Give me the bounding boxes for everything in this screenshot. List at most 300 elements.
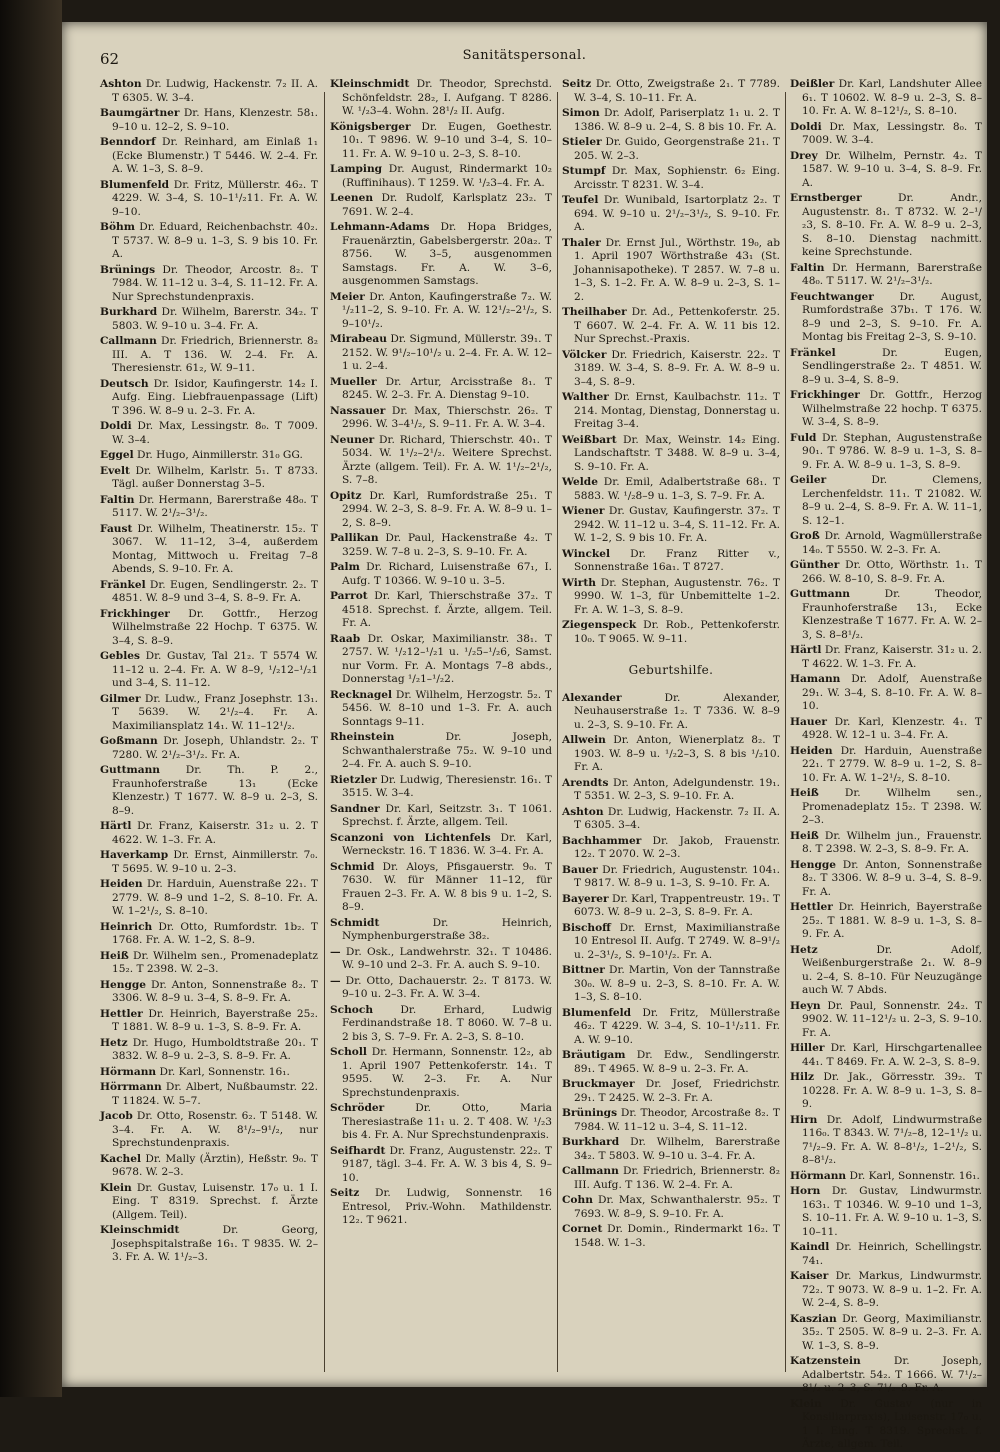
entry-details: Dr. Emil, Adalbertstraße 68₁. T 5883. W. ¹/₂8–9 u. 1–3, S. 7–9. Fr. A.: [574, 476, 780, 502]
entry-details: Dr. Ludwig, Hackenstr. 7₂ II. A. T 6305. W. 3–4.: [112, 78, 318, 104]
entry-details: Dr. Stephan, Augustenstr. 76₂. T 9990. W. 1–3, für Unbemittelte 1–2. Fr. A. W. 1–3, S. 8–9.: [574, 576, 780, 616]
directory-entry: [790, 1270, 982, 1311]
entry-surname: Heinrich: [100, 920, 153, 933]
entry-details: Dr. Karl, Sonnenstr. 16₁.: [156, 1065, 290, 1078]
directory-entry: [330, 803, 552, 830]
entry-surname: Heiß: [100, 949, 129, 962]
entry-details: Dr. Eugen, Sendlingerstr. 2₂. T 4851. W. 8–9 und 3–4, S. 8–9. Fr. A.: [112, 578, 318, 604]
entry-details: Dr. Karl, Thierschstraße 37₂. T 4518. Sprechst. f. Ärzte, allgem. Teil. Fr. A.: [342, 590, 552, 629]
entry-details: Dr. Wilhelm, Barerstr. 34₂. T 5803. W. 9–10 u. 3–4. Fr. A.: [112, 306, 318, 332]
entry-details: Dr. Hermann, Barerstraße 48₀. T 5117. W. 2¹/₂–3¹/₂.: [802, 261, 982, 287]
entry-surname: Teufel: [562, 194, 599, 206]
entry-surname: —: [330, 945, 341, 958]
entry-surname: Jacob: [100, 1110, 133, 1122]
entry-surname: Lamping: [330, 163, 383, 175]
entry-surname: Schmid: [330, 860, 375, 873]
entry-surname: Stieler: [562, 136, 602, 148]
entry-surname: Theilhaber: [562, 306, 627, 318]
directory-entry: [100, 465, 318, 492]
entry-surname: Burkhard: [100, 306, 158, 318]
entry-details: Dr. Theodor, Sprechstd. Schönfeldstr. 28₂, I. Aufgang. T 8286. W. ¹/₂3–4. Wohn. 28¹/₂ II. Aufg.: [342, 78, 552, 117]
entry-surname: Cohn: [562, 1194, 593, 1206]
directory-entry: [790, 644, 982, 671]
entry-surname: Kleinschmidt: [100, 1224, 180, 1236]
entry-surname: Heiß: [790, 787, 819, 799]
entry-surname: Härtl: [790, 644, 822, 656]
directory-entry: [562, 237, 780, 305]
entry-details: Dr. Max, Lessingstr. 8₀. T 7009. W. 3–4.: [112, 420, 318, 446]
directory-entry: [562, 548, 780, 575]
directory-entry: [100, 1224, 318, 1265]
book-page: [62, 22, 987, 1450]
entry-details: Dr. Hugo, Humboldtstraße 20₁. T 3832. W. 8–9 u. 2–3, S. 8–9. Fr. A.: [112, 1036, 318, 1062]
directory-entry: [790, 673, 982, 714]
entry-surname: Völcker: [562, 348, 607, 361]
entry-surname: Scanzoni von Lichtenfels: [330, 831, 491, 844]
entry-details: Dr. Richard, Thierschstr. 40₁. T 5034. W. 1¹/₂–2¹/₂. Weitere Sprechst. Ärzte (allgem. Teil). Fr. A. W. 1¹/₂–2¹/₂, S. 7–8.: [342, 433, 552, 486]
entry-details: Dr. Ludwig, Theresienstr. 16₁. T 3515. W. 3–4.: [342, 773, 552, 799]
running-head: Sanitätspersonal.: [462, 48, 587, 63]
entry-surname: Bayerer: [562, 892, 609, 905]
entry-details: Dr. Gustav (nur in Konsiliarpraxis), Luisenstr. 17₀ u. 1 I. Eing. T 8319. Sprechst. f. Ärzte, allgem. Teil.: [802, 1397, 982, 1450]
entry-surname: Hiller: [790, 1042, 825, 1054]
entry-details: Dr. Adolf, Lindwurmstraße 116₀. T 8343. W. 7¹/₂–8, 12–1¹/₂ u. 7¹/₂–9. Fr. A. W. 8–8¹/₂, 1–2¹/₂, S. 8–8¹/₂.: [802, 1113, 982, 1166]
directory-entry: [100, 1008, 318, 1035]
entry-details: Dr. Wilhelm, Herzogstr. 5₂. T 5456. W. 8–10 und 1–3. Fr. A. auch Sonntags 9–11.: [342, 688, 552, 728]
entry-surname: Sandner: [330, 802, 380, 815]
directory-entry: [330, 333, 552, 374]
entry-details: Dr. Georg, Maximilianstr. 35₂. T 2505. W. 8–9 u. 2–3. Fr. A. W. 1–3, S. 8–9.: [802, 1312, 982, 1352]
directory-entry: [562, 964, 780, 1005]
entry-details: Dr. Wilhelm sen., Promenadeplatz 15₂. T 2398. W. 2–3.: [802, 787, 982, 826]
entry-details: Dr. Domin., Rindermarkt 16₂. T 1548. W. 1–3.: [574, 1223, 780, 1249]
entry-details: Dr. Markus, Lindwurmstr. 72₂. T 9073. W. 8–9 u. 1–2. Fr. A. W. 2–4, S. 8–9.: [802, 1270, 982, 1309]
entry-surname: Baumgärtner: [100, 107, 180, 119]
entry-details: Dr. August, Rindermarkt 10₂ (Ruffinihaus). T 1259. W. ¹/₂3–4. Fr. A.: [342, 163, 552, 189]
entry-details: Dr. Isidor, Kaufingerstr. 14₂ I. Aufg. Eing. Liebfrauenpassage (Lift) T 396. W. 8–9 u. 2–3. Fr. A.: [112, 377, 318, 417]
directory-entry: [790, 78, 982, 119]
entry-surname: Haverkamp: [100, 849, 169, 861]
entry-surname: Mueller: [330, 375, 377, 388]
entry-details: Dr. Otto, Rosenstr. 6₂. T 5148. W. 3–4. Fr. A. W. 8¹/₂–9¹/₂, nur Sprechstundenpraxis.: [112, 1110, 318, 1149]
entry-surname: Hengge: [790, 858, 837, 871]
entry-surname: Horn: [790, 1185, 821, 1197]
entry-details: Dr. Ernst, Maximilianstraße 10 Entresol II. Aufg. T 2749. W. 8–9¹/₂ u. 2–3¹/₂, S. 9–10¹/₂. Fr. A.: [574, 921, 780, 961]
directory-entry: [330, 561, 552, 588]
directory-entry: [562, 1194, 780, 1221]
entry-details: Dr. Andr., Augustenstr. 8₁. T 8732. W. 2–¹/₂3, S. 8–10. Fr. A. W. 8–9 u. 2–3, S. 8–10. Dienstag nachmitt. keine Sprechstunde.: [802, 192, 982, 258]
directory-entry: [562, 107, 780, 134]
directory-entry: [562, 577, 780, 618]
entry-surname: Winckel: [562, 547, 610, 560]
entry-details: Dr. Oskar, Maximilianstr. 38₁. T 2757. W. ¹/₂12–¹/₂1 u. ¹/₂5–¹/₂6, Samst. nur Vorm. Fr. A. Montags 7–8 abds., Donnerstag ¹/₂1–¹/₂2.: [342, 632, 552, 685]
page-number: 62: [100, 50, 120, 68]
directory-entry: [100, 1153, 318, 1180]
entry-details: Dr. Artur, Arcisstraße 8₁. T 8245. W. 2–3. Fr. A. Dienstag 9–10.: [342, 375, 552, 401]
entry-surname: Geiler: [790, 474, 827, 486]
directory-entry: [790, 474, 982, 528]
entry-surname: Katzenstein: [790, 1355, 861, 1367]
entry-surname: Evelt: [100, 464, 130, 477]
directory-entry: [100, 579, 318, 606]
entry-surname: Seifhardt: [330, 1144, 386, 1157]
entry-surname: Meier: [330, 290, 365, 303]
entry-details: Dr. Heinrich, Schellingstr. 74₁.: [802, 1241, 982, 1267]
entry-details: Dr. Heinrich, Bayerstraße 25₂. T 1881. W. 8–9 u. 1–3, S. 8–9. Fr. A.: [802, 901, 982, 940]
entry-details: Dr. Gottfr., Herzog Wilhelmstraße 22 hochp. T 6375. W. 3–4, S. 8–9.: [802, 389, 982, 428]
entry-details: Dr. Albert, Nußbaumstr. 22. T 11824. W. 5–7.: [112, 1081, 318, 1107]
entry-surname: Schoch: [330, 1003, 374, 1016]
entry-surname: Ashton: [100, 78, 142, 90]
entry-surname: Ernstberger: [790, 192, 862, 204]
directory-entry: [790, 1042, 982, 1069]
entry-details: Dr. Eduard, Reichenbachstr. 40₂. T 5737. W. 8–9 u. 1–3, S. 9 bis 10. Fr. A.: [112, 221, 318, 260]
directory-entry: [330, 731, 552, 772]
directory-entry: [790, 291, 982, 345]
directory-entry: [100, 820, 318, 847]
entry-surname: Bittner: [562, 964, 605, 976]
directory-entry: [562, 505, 780, 546]
entry-surname: Burkhard: [562, 1136, 620, 1148]
entry-surname: Klein: [100, 1181, 132, 1194]
entry-surname: Gilmer: [100, 692, 141, 705]
entry-details: Dr. Otto, Zweigstraße 2₁. T 7789. W. 3–4, S. 10–11. Fr. A.: [574, 78, 780, 104]
entry-details: Dr. Th. P. 2., Fraunhoferstraße 13₁ (Ecke Klenzestr.) T 1677. W. 8–9 u. 2–3, S. 8–9.: [112, 764, 318, 817]
directory-entry: [790, 944, 982, 998]
entry-details: Dr. Max, Schwanthalerstr. 95₂. T 7693. W. 8–9, S. 9–10. Fr. A.: [574, 1194, 780, 1220]
entry-details: Dr. Franz, Augustenstr. 22₂. T 9187, tägl. 3–4. Fr. A. W. 3 bis 4, S. 9–10.: [342, 1144, 552, 1184]
entry-surname: Groß: [790, 530, 820, 542]
entry-surname: Rietzler: [330, 773, 377, 786]
entry-details: Dr. Friedrich, Kaiserstr. 22₂. T 3189. W. 3–4, S. 8–9. Fr. A. W. 8–9 u. 3–4, S. 8–9.: [574, 348, 780, 388]
directory-entry: [562, 391, 780, 432]
directory-entry: [790, 716, 982, 743]
directory-entry: [330, 221, 552, 289]
entry-details: Dr. Max, Lessingstr. 8₀. T 7009. W. 3–4.: [802, 120, 982, 146]
entry-details: Dr. Wilhelm, Karlstr. 5₁. T 8733. Tägl. außer Donnerstag 3–5.: [112, 464, 318, 490]
directory-entry: [790, 1000, 982, 1041]
entry-surname: Hörmann: [790, 1169, 847, 1182]
entry-details: Dr. Anton, Adelgundenstr. 19₁. T 5351. W. 2–3, S. 9–10. Fr. A.: [574, 776, 780, 802]
directory-entry: [790, 1241, 982, 1268]
entry-details: Dr. Otto, Maria Theresiastraße 11₁ u. 2. T 408. W. ¹/₂3 bis 4. Fr. A. Nur Sprechstundenpraxis.: [342, 1102, 552, 1141]
entry-surname: Scholl: [330, 1046, 367, 1058]
entry-surname: Hörmann: [100, 1065, 157, 1078]
entry-details: Dr. Gustav, Luisenstr. 17₀ u. 1 I. Eing. T 8319. Sprechst. f. Ärzte (Allgem. Teil).: [112, 1181, 318, 1221]
entry-details: Dr. Osk., Landwehrstr. 32₁. T 10486. W. 9–10 und 2–3. Fr. A. auch S. 9–10.: [340, 945, 552, 971]
directory-entry: [562, 136, 780, 163]
directory-entry: [330, 917, 552, 944]
directory-entry: [562, 194, 780, 235]
directory-entry: [330, 590, 552, 631]
entry-details: Dr. Harduin, Auenstraße 22₁. T 2779. W. 8–9 und 1–2, S. 8–10. Fr. A. W. 1–2¹/₂, S. 8–10.: [112, 878, 318, 917]
entry-surname: Hettler: [100, 1007, 143, 1020]
directory-entry: [330, 121, 552, 162]
entry-details: Dr. Adolf, Pariserplatz 1₁ u. 2. T 1386. W. 8–9 u. 2–4, S. 8 bis 10. Fr. A.: [574, 107, 780, 133]
column-1: [100, 78, 318, 1378]
directory-entry: [562, 1049, 780, 1076]
entry-surname: Schröder: [330, 1102, 385, 1114]
directory-entry: [562, 1165, 780, 1192]
entry-surname: Mirabeau: [330, 333, 387, 345]
entry-surname: Heiden: [790, 744, 833, 757]
column-divider: [557, 92, 558, 1372]
entry-surname: Hetz: [100, 1036, 128, 1049]
column-2: [330, 78, 552, 1378]
directory-entry: [562, 78, 780, 105]
entry-details: Dr. Edw., Sendlingerstr. 89₁. T 4965. W. 8–9 u. 2–3. Fr. A.: [574, 1049, 780, 1075]
entry-details: Dr. Franz Ritter v., Sonnenstraße 16a₁. T 8727.: [574, 547, 780, 573]
entry-surname: Alexander: [562, 691, 622, 704]
directory-entry: [790, 787, 982, 828]
entry-details: Dr. Eugen, Sendlingerstraße 2₂. T 4851. W. 8–9 u. 3–4, S. 8–9.: [802, 346, 982, 386]
entry-surname: Frickhinger: [790, 389, 860, 401]
entry-surname: Günther: [790, 559, 840, 571]
entry-details: Dr. Alexander, Neuhauserstraße 1₂. T 7336. W. 8–9 u. 2–3, S. 9–10. Fr. A.: [574, 691, 780, 731]
entry-surname: Allwein: [562, 734, 606, 746]
entry-surname: Brünings: [562, 1107, 618, 1119]
directory-entry: [100, 608, 318, 649]
entry-details: Dr. Adolf, Weißenburgerstraße 2₁. W. 8–9 u. 2–4, S. 8–10. Für Neuzugänge auch W. 7 Abds.: [802, 943, 982, 996]
entry-surname: Doldi: [100, 420, 132, 432]
entry-details: Dr. Richard, Luisenstraße 67₁, I. Aufg. T 10366. W. 9–10 u. 3–5.: [342, 561, 552, 587]
entry-surname: Weißbart: [562, 433, 617, 446]
entry-details: Dr. Wilhelm jun., Frauenstr. 8. T 2398. W. 2–3, S. 8–9. Fr. A.: [802, 829, 982, 855]
entry-surname: Königsberger: [330, 120, 411, 133]
entry-details: Dr. Theodor, Arcostr. 8₂. T 7984. W. 11–12 u. 3–4, S. 11–12. Fr. A. Nur Sprechstundenpraxis.: [112, 263, 318, 303]
entry-surname: Seitz: [330, 1187, 360, 1199]
entry-details: Dr. Fritz, Müllerstr. 46₂. T 4229. W. 3–4, S. 10–1¹/₂11. Fr. A. W. 9–10.: [112, 178, 318, 218]
entry-details: Dr. Harduin, Auenstraße 22₁. T 2779. W. 8–9 u. 1–2, S. 8–10. Fr. A. W. 1–2¹/₂, S. 8–10.: [802, 744, 982, 784]
entry-details: Dr. Ernst, Ainmillerstr. 7₀. T 5695. W. 9–10 u. 2–3.: [112, 849, 318, 875]
entry-surname: Welde: [562, 476, 598, 488]
directory-entry: [790, 745, 982, 786]
directory-entry: [100, 735, 318, 762]
entry-surname: Blumenfeld: [562, 1006, 632, 1019]
directory-entry: [100, 107, 318, 134]
entry-details: Dr. Max, Sophienstr. 6₂ Eing. Arcisstr. T 8231. W. 3–4.: [574, 165, 780, 191]
entry-surname: Faltin: [790, 261, 825, 274]
entry-surname: Faust: [100, 522, 133, 535]
directory-entry: [330, 163, 552, 190]
entry-details: Dr. Theodor, Fraunhoferstraße 13₁, Ecke Klenzestraße T 1677. Fr. A. W. 2–3, S. 8–8¹/₂.: [802, 588, 982, 641]
directory-entry: [330, 192, 552, 219]
entry-surname: Seitz: [562, 78, 592, 90]
directory-entry: [100, 650, 318, 691]
directory-entry: [100, 494, 318, 521]
entry-details: Dr. Gottfr., Herzog Wilhelmstraße 22 Hochp. T 6375. W. 3–4, S. 8–9.: [112, 607, 318, 647]
entry-surname: Neuner: [330, 433, 375, 446]
entry-surname: Hengge: [100, 978, 147, 991]
entry-surname: Callmann: [562, 1165, 619, 1177]
directory-entry: [100, 693, 318, 734]
directory-entry: [100, 1037, 318, 1064]
entry-surname: Guttmann: [100, 764, 161, 776]
directory-entry: [100, 1081, 318, 1108]
section-heading: Geburtshilfe.: [628, 663, 714, 677]
directory-entry: [100, 1182, 318, 1223]
entry-details: Dr. Adolf, Auenstraße 29₁. W. 3–4, S. 8–10. Fr. A. W. 8–10.: [802, 673, 982, 712]
entry-details: Dr. Jak., Görresstr. 39₂. T 10228. Fr. A. W. 8–9 u. 1–3, S. 8–9.: [802, 1071, 982, 1110]
entry-surname: Härtl: [100, 820, 132, 832]
entry-surname: Heyn: [790, 999, 821, 1012]
directory-entry: [562, 835, 780, 862]
directory-entry: [100, 449, 318, 463]
directory-entry: [330, 774, 552, 801]
entry-details: Dr. Wilhelm, Barerstraße 34₂. T 5803. W. 9–10 u. 3–4. Fr. A.: [574, 1136, 780, 1162]
entry-details: Dr. Rudolf, Karlsplatz 23₂. T 7691. W. 2–4.: [342, 192, 552, 218]
entry-details: Dr. Hugo, Ainmillerstr. 31₀ GG.: [133, 449, 303, 461]
page-header: [62, 22, 987, 78]
entry-surname: Schmidt: [330, 916, 380, 929]
directory-entry: [330, 689, 552, 730]
entry-surname: Parrot: [330, 590, 368, 602]
entry-surname: Kleinschmidt: [330, 78, 410, 90]
entry-details: Dr. Fritz, Müllerstraße 46₂. T 4229. W. 3–4, S. 10–1¹/₂11. Fr. A. W. 9–10.: [574, 1006, 780, 1046]
entry-details: Dr. Karl, Hirschgartenallee 44₁. T 8469. Fr. A. W. 2–3, S. 8–9.: [802, 1042, 982, 1068]
entry-surname: Benndorf: [100, 136, 156, 148]
entry-details: Dr. Ludwig, Hackenstr. 7₂ II. A. T 6305. 3–4.: [574, 805, 780, 831]
directory-entry: [790, 150, 982, 191]
entry-surname: Hilz: [790, 1071, 815, 1083]
entry-details: Dr. Wilhelm, Pernstr. 4₂. T 1587. W. 9–10 u. 3–4, S. 8–9. Fr. A.: [802, 149, 982, 189]
directory-entry: [100, 179, 318, 220]
entry-details: Dr. Karl, Trappentreustr. 19₁. T 6073. W. 8–9 u. 2–3, S. 8–9. Fr. A.: [574, 892, 780, 918]
entry-surname: Fränkel: [790, 346, 836, 359]
entry-details: Dr. Joseph, Uhlandstr. 2₂. T 7280. W. 2¹/₂–3¹/₂. Fr. A.: [112, 735, 318, 761]
entry-details: Dr. Joseph, Schwanthalerstraße 75₂. W. 9–10 und 2–4. Fr. A. auch S. 9–10.: [342, 731, 552, 770]
directory-entry: [790, 1185, 982, 1239]
entry-surname: Lehmann-Adams: [330, 221, 430, 233]
entry-surname: Arendts: [562, 776, 609, 789]
directory-entry: [562, 1007, 780, 1048]
entry-details: Dr. Heinrich, Bayerstraße 25₂. T 1881. W. 8–9 u. 1–3, S. 8–9. Fr. A.: [112, 1007, 318, 1033]
directory-entry: [790, 559, 982, 586]
entry-details: Dr. Paul, Hackenstraße 4₂. T 3259. W. 7–8 u. 2–3, S. 9–10. Fr. A.: [342, 532, 552, 558]
directory-entry: [100, 878, 318, 919]
entry-surname: Blumenfeld: [100, 178, 170, 191]
entry-surname: Frickhinger: [100, 607, 170, 620]
entry-details: Dr. Ernst, Kaulbachstr. 11₂. T 214. Montag, Dienstag, Donnerstag u. Freitag 3–4.: [574, 391, 780, 430]
entry-surname: Heiß: [790, 829, 819, 842]
entry-details: Dr. Theodor, Arcostraße 8₂. T 7984. W. 11–12 u. 3–4, S. 11–12.: [574, 1107, 780, 1133]
entry-surname: Gebles: [100, 650, 140, 662]
directory-entry: [100, 306, 318, 333]
entry-surname: Bischoff: [562, 921, 611, 934]
directory-entry: [100, 1066, 318, 1080]
directory-entry: [330, 861, 552, 915]
entry-surname: Hetz: [790, 943, 818, 956]
entry-surname: Fuld: [790, 431, 817, 444]
directory-entry: [562, 1078, 780, 1105]
directory-entry: [562, 1107, 780, 1134]
entry-surname: Opitz: [330, 489, 362, 502]
entry-details: Dr. Karl, Klenzestr. 4₁. T 4928. W. 12–1 u. 3–4. Fr. A.: [802, 715, 982, 741]
entry-surname: Deißler: [790, 78, 835, 90]
entry-details: Dr. Karl, Werneckstr. 16. T 1836. W. 3–4. Fr. A.: [342, 831, 552, 857]
entry-surname: Walther: [562, 391, 609, 403]
entry-surname: Simon: [562, 107, 600, 119]
directory-entry: [562, 165, 780, 192]
entry-details: Dr. Clemens, Lerchenfeldstr. 11₁. T 21082. W. 8–9 u. 2–4, S. 8–9. Fr. A. W. 11–1, S. 12–1.: [802, 474, 982, 527]
entry-details: Dr. Max, Weinstr. 14₂ Eing. Landschaftstr. T 3488. W. 8–9 u. 3–4, S. 9–10. Fr. A.: [574, 433, 780, 473]
entry-details: Dr. Rob., Pettenkoferstr. 10₀. T 9065. W. 9–11.: [574, 619, 780, 645]
entry-surname: Kaindl: [790, 1241, 830, 1253]
entry-details: Dr. Hermann, Barerstraße 48₀. T 5117. W. 2¹/₂–3¹/₂.: [112, 493, 318, 519]
entry-surname: Wiener: [562, 505, 605, 517]
entry-details: Dr. Paul, Sonnenstr. 24₂. T 9902. W. 11–12¹/₂ u. 2–3, S. 9–10. Fr. A.: [802, 999, 982, 1039]
directory-entry: [100, 78, 318, 105]
entry-details: Dr. Mally (Ärztin), Heßstr. 9₀. T 9678. W. 2–3.: [112, 1152, 318, 1178]
entry-details: Dr. Max, Thierschstr. 26₂. T 2996. W. 3–4¹/₂, S. 9–11. Fr. A. W. 3–4.: [342, 404, 552, 430]
entry-surname: Goßmann: [100, 735, 158, 747]
column-divider: [324, 92, 325, 1372]
entry-details: Dr. Karl, Rumfordstraße 25₁. T 2994. W. 2–3, S. 8–9. Fr. A. W. 8–9 u. 1–2, S. 8–9.: [342, 489, 552, 529]
directory-entry: [330, 1145, 552, 1186]
entry-details: Dr. Stephan, Augustenstraße 90₁. T 9786. W. 8–9 u. 1–3, S. 8–9. Fr. A. W. 8–9 u. 1–3, S. 8–9.: [802, 431, 982, 471]
directory-entry: [562, 1136, 780, 1163]
directory-entry: [100, 335, 318, 376]
entry-surname: Raab: [330, 632, 361, 645]
directory-entry: [562, 349, 780, 390]
entry-details: Dr. Ludwig, Sonnenstr. 16 Entresol, Priv.-Wohn. Mathildenstr. 12₂. T 9621.: [342, 1187, 552, 1226]
entry-details: Dr. Hopa Bridges, Frauenärztin, Gabelsbergerstr. 20a₂. T 8756. W. 3–5, ausgenommen Samstags. Fr. A. W. 3–6, ausgenommen Samstags.: [342, 221, 552, 287]
directory-entry: [100, 764, 318, 818]
directory-entry: [562, 434, 780, 475]
entry-surname: Kaszian: [790, 1312, 837, 1325]
directory-entry: [330, 405, 552, 432]
entry-surname: Böhm: [100, 221, 135, 233]
book-gutter-edge: [0, 0, 62, 1397]
directory-entry: [330, 832, 552, 859]
entry-details: Dr. Reinhard, am Einlaß 1₁ (Ecke Blumenstr.) T 5446. W. 2–4. Fr. A. W. 1–3, S. 8–9.: [112, 136, 318, 175]
directory-entry: [790, 859, 982, 900]
directory-entry: [330, 78, 552, 119]
directory-entry: [100, 523, 318, 577]
entry-details: Dr. Anton, Wienerplatz 8₂. T 1903. W. 8–9 u. ¹/₂2–3, S. 8 bis ¹/₂10. Fr. A.: [574, 734, 780, 773]
entry-details: Dr. Sigmund, Müllerstr. 39₁. T 2152. W. 9¹/₂–10¹/₂ u. 2–4. Fr. A. W. 12–1 u. 2–4.: [342, 333, 552, 372]
entry-surname: Deutsch: [100, 377, 149, 390]
entry-surname: Hirn: [790, 1113, 818, 1126]
directory-entry: [100, 849, 318, 876]
entry-surname: Bachhammer: [562, 834, 642, 847]
directory-entry: [330, 1187, 552, 1228]
entry-details: Dr. Erhard, Ludwig Ferdinandstraße 18. T 8060. W. 7–8 u. 2 bis 3, S. 7–9. Fr. A. 2–3, S. 8–10.: [342, 1003, 552, 1043]
entry-details: Dr. Arnold, Wagmüllerstraße 14₀. T 5550. W. 2–3. Fr. A.: [802, 530, 982, 556]
entry-surname: Bruckmayer: [562, 1078, 635, 1090]
directory-entry: [790, 588, 982, 642]
entry-surname: Hörrmann: [100, 1081, 162, 1093]
directory-entry: [562, 864, 780, 891]
column-divider: [785, 92, 786, 1372]
entry-surname: Hauer: [790, 715, 827, 728]
entry-surname: Pallikan: [330, 532, 379, 544]
entry-surname: Hettler: [790, 901, 833, 913]
entry-surname: Kachel: [100, 1152, 141, 1165]
directory-entry: [330, 633, 552, 687]
directory-entry: [790, 1071, 982, 1112]
directory-entry: [100, 979, 318, 1006]
directory-entry: [790, 830, 982, 857]
entry-details: Dr. Anton, Sonnenstraße 8₂. T 3306. W. 8–9 u. 3–4, S. 8–9. Fr. A.: [802, 858, 982, 898]
directory-entry: [790, 1398, 982, 1452]
directory-entry: [790, 1355, 982, 1396]
directory-entry: [330, 1004, 552, 1045]
directory-entry: [790, 530, 982, 557]
column-4: [790, 78, 982, 1450]
entry-details: Dr. Wilhelm, Theatinerstr. 15₂. T 3067. W. 11–12, 3–4, außerdem Montag, Mittwoch u. Freitag 7–8 Abends, S. 9–10. Fr. A.: [112, 522, 318, 575]
directory-entry: [330, 490, 552, 531]
